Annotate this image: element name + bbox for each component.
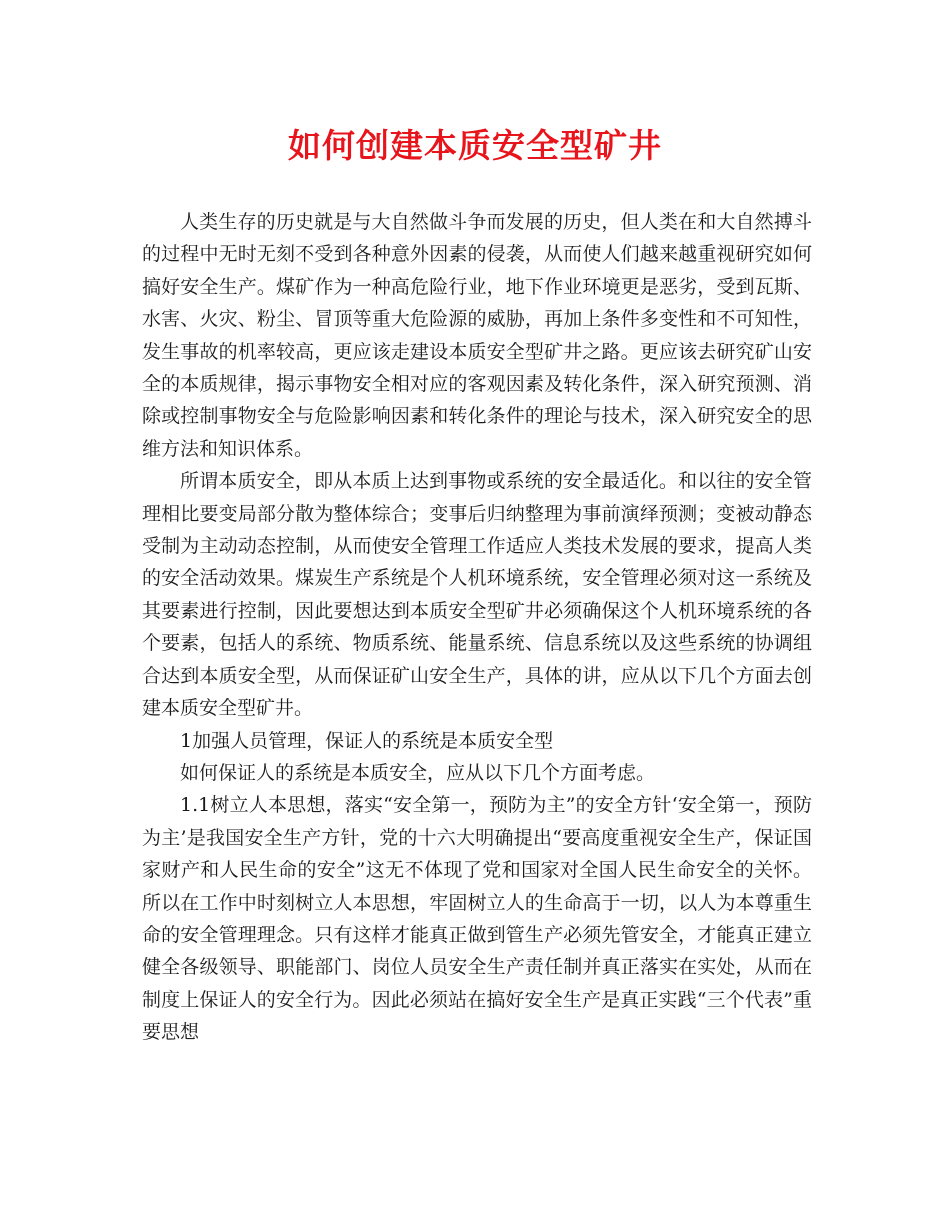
section-heading-1: 1加强人员管理，保证人的系统是本质安全型	[180, 729, 554, 752]
paragraph-section-1-1: 1.1树立人本思想，落实“安全第一，预防为主”的安全方针‘安全第一，预防为主’是我国安全生产方针，党的十六大明确提出“要高度重视安全生产，保证国家财产和人民生命的安全”这无不体现了党和国家对全国人民生命安全的关怀。所以在工作中时刻树立人本思想，牢固树立人的生命高于一切，以人为本尊重生命的安全管理理念。只有这样才能真正做到管生产必须先管安全，才能真正建立健全各级领导、职能部门、岗位人员安全生产责任制并真正落实在实处，从而在制度上保证人的安全行为。因此必须站在搞好安全生产是真正实践“三个代表”重要思想	[142, 794, 812, 1044]
paragraph-intro: 人类生存的历史就是与大自然做斗争而发展的历史，但人类在和大自然搏斗的过程中无时无刻不受到各种意外因素的侵袭，从而使人们越来越重视研究如何搞好安全生产。煤矿作为一种高危险行业，地下作业环境更是恶劣，受到瓦斯、水害、火灾、粉尘、冒顶等重大危险源的威胁，再加上条件多变性和不可知性，发生事故的机率较高，更应该走建设本质安全型矿井之路。更应该去研究矿山安全的本质规律，揭示事物安全相对应的客观因素及转化条件，深入研究预测、消除或控制事物安全与危险影响因素和转化条件的理论与技术，深入研究安全的思维方法和知识体系。	[142, 211, 812, 460]
document-body	[142, 206, 812, 1049]
document-title: 如何创建本质安全型矿井	[288, 126, 662, 165]
paragraph-definition: 所谓本质安全，即从本质上达到事物或系统的安全最适化。和以往的安全管理相比要变局部分散为整体综合；变事后归纳整理为事前演绎预测；变被动静态受制为主动动态控制，从而使安全管理工作适应人类技术发展的要求，提高人类的安全活动效果。煤炭生产系统是个人机环境系统，安全管理必须对这一系统及其要素进行控制，因此要想达到本质安全型矿井必须确保这个人机环境系统的各个要素，包括人的系统、物质系统、能量系统、信息系统以及这些系统的协调组合达到本质安全型，从而保证矿山安全生产，具体的讲，应从以下几个方面去创建本质安全型矿井。	[142, 470, 812, 720]
paragraph-section-1-intro: 如何保证人的系统是本质安全，应从以下几个方面考虑。	[180, 761, 656, 784]
